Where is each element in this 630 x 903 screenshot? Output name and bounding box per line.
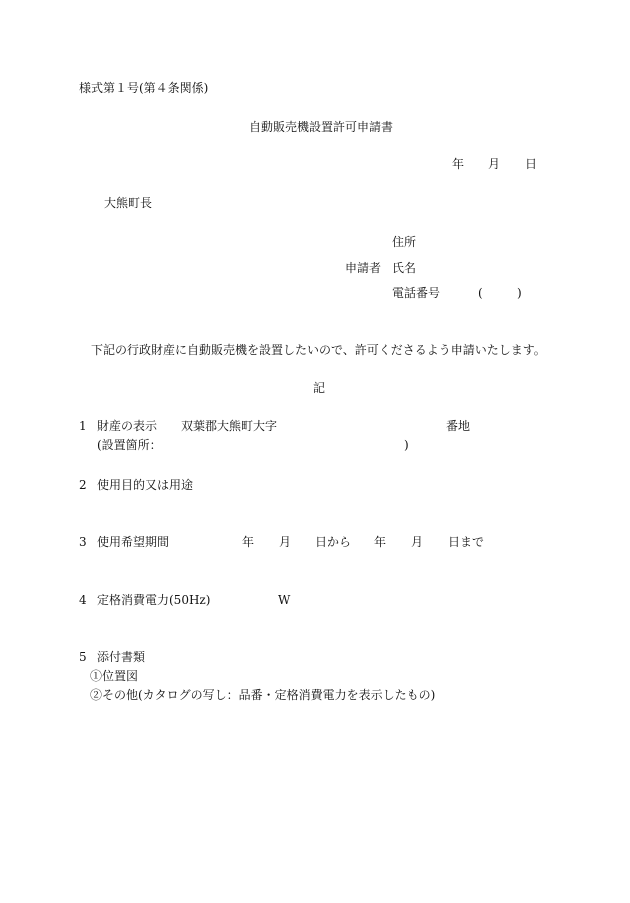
item3-start-day-from: 日から [315,535,352,549]
phone-paren-open: ( [478,286,483,300]
item1-location-close: ) [404,438,409,452]
applicant-role-label: 申請者 [345,261,382,275]
request-text: 下記の行政財産に自動販売機を設置したいので、許可くださるよう申請いたします。 [91,343,546,357]
item4-unit: W [278,593,291,607]
item3-end-month: 月 [411,535,424,549]
addressee: 大熊町長 [104,196,153,210]
item3-label: 使用希望期間 [97,535,170,549]
attachment-position-map: ①位置図 [90,669,139,683]
applicant-name-label: 氏名 [392,261,417,275]
phone-paren-close: ) [517,286,522,300]
item2-number: 2 [79,478,87,492]
item3-end-day-until: 日まで [448,535,485,549]
item4-number: 4 [79,593,87,607]
item1-lot-label: 番地 [446,419,471,433]
item3-number: 3 [79,535,87,549]
form-number: 様式第１号(第４条関係) [79,81,209,95]
item5-label: 添付書類 [97,650,146,664]
item2-label: 使用目的又は用途 [97,478,194,492]
item3-start-year: 年 [242,535,255,549]
attachment-other: ②その他(カタログの写し：品番・定格消費電力を表示したもの) [90,688,436,702]
item1-place-prefix: 双葉郡大熊町大字 [181,419,278,433]
applicant-address-label: 住所 [392,235,417,249]
item1-number: 1 [79,419,87,433]
item4-label: 定格消費電力(50Hz) [97,593,211,607]
ki-heading: 記 [313,381,326,395]
date-year-label: 年 [452,157,465,171]
date-month-label: 月 [488,157,501,171]
item3-end-year: 年 [374,535,387,549]
item1-label: 財産の表示 [97,419,158,433]
date-day-label: 日 [525,157,538,171]
item5-number: 5 [79,650,87,664]
document-title: 自動販売機設置許可申請書 [249,120,394,134]
applicant-phone-label: 電話番号 [392,286,441,300]
item1-location-open: (設置箇所： [97,438,162,452]
item3-start-month: 月 [279,535,292,549]
